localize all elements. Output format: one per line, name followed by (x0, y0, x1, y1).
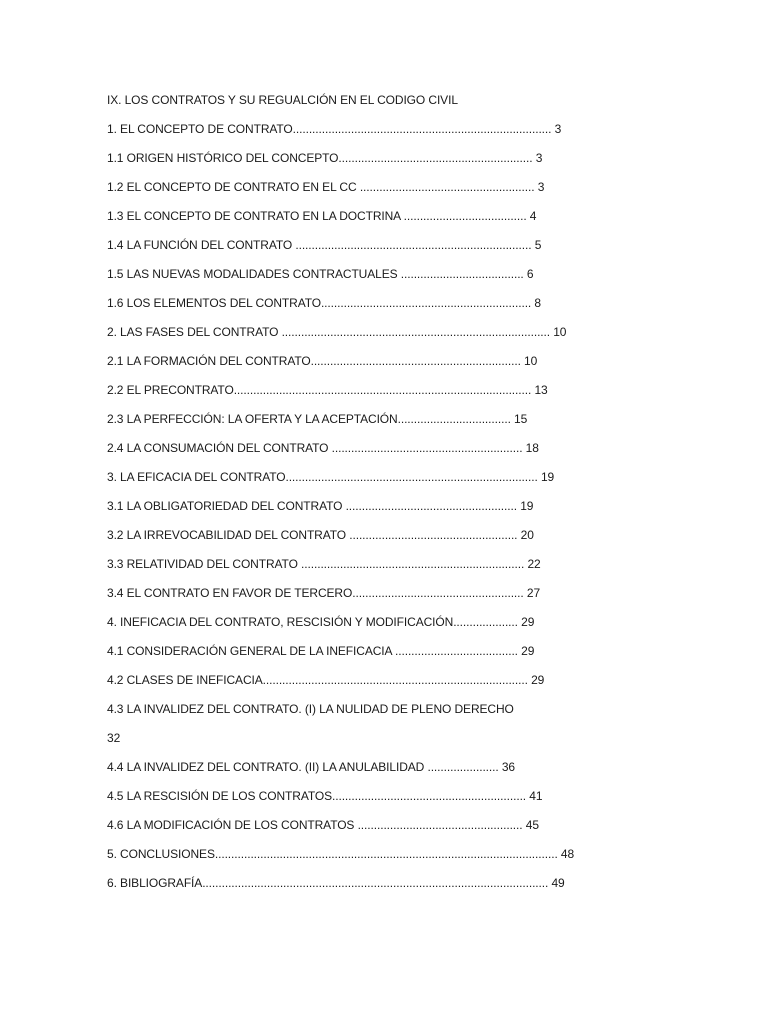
toc-entry-text: 3.4 EL CONTRATO EN FAVOR DE TERCERO (107, 586, 353, 600)
toc-entry-text: 6. BIBLIOGRAFÍA (107, 876, 203, 890)
toc-entry-page-number: 27 (526, 586, 541, 600)
toc-entry-text: 1.5 LAS NUEVAS MODALIDADES CONTRACTUALES (107, 267, 401, 281)
toc-entry-text: 1.1 ORIGEN HISTÓRICO DEL CONCEPTO (107, 151, 339, 165)
toc-entry-text: 2.1 LA FORMACIÓN DEL CONTRATO (107, 354, 311, 368)
toc-entry-leader: ...................................... (395, 644, 518, 658)
toc-entry-page-number: 48 (560, 847, 575, 861)
toc-entry (107, 788, 667, 817)
toc-entry-leader: .......................................................................................................... (214, 847, 558, 861)
toc-entry-text: 1.4 LA FUNCIÓN DEL CONTRATO (107, 238, 296, 252)
toc-entry-page-number: 5 (534, 238, 542, 252)
toc-entry (107, 556, 667, 585)
toc-entry (107, 730, 667, 759)
toc-entry-leader: .............................................................................. (285, 470, 538, 484)
toc-entry-page-number: 10 (524, 354, 538, 368)
toc-title: IX. LOS CONTRATOS Y SU REGUALCIÓN EN EL CODIGO CIVIL (107, 93, 458, 107)
toc-entry-text: 4.6 LA MODIFICACIÓN DE LOS CONTRATOS (107, 818, 358, 832)
toc-entry (107, 411, 667, 440)
toc-entry-page-number: 45 (525, 818, 539, 832)
toc-entry (107, 614, 667, 643)
toc-entry (107, 295, 667, 324)
toc-entry-text: 1.3 EL CONCEPTO DE CONTRATO EN LA DOCTRINA (107, 209, 404, 223)
toc-entry-page-number: 20 (520, 528, 534, 542)
toc-entry (107, 324, 667, 353)
toc-entry (107, 266, 667, 295)
toc-entry (107, 672, 667, 701)
toc-entry-leader: .................................................................................. (262, 673, 528, 687)
toc-entry-text: 4. INEFICACIA DEL CONTRATO, RESCISIÓN Y MODIFICACIÓN (107, 615, 454, 629)
toc-entry (107, 817, 667, 846)
toc-entry-page-number: 10 (553, 325, 567, 339)
toc-entry-text: 2.2 EL PRECONTRATO (107, 383, 234, 397)
toc-entry-page-number: 29 (521, 644, 535, 658)
toc-entry-page-number: 8 (534, 296, 541, 310)
toc-entry-page-number: 49 (551, 876, 565, 890)
toc-entry (107, 875, 667, 904)
toc-entry-page-number: 6 (526, 267, 534, 281)
toc-entry-leader: ................................................... (357, 818, 523, 832)
toc-entry-page-number: 29 (531, 673, 545, 687)
toc-entry (107, 237, 667, 266)
toc-entry-leader: ................................... (397, 412, 511, 426)
toc-entry-page-number: 15 (514, 412, 528, 426)
toc-entry-page-number: 13 (534, 383, 548, 397)
toc-entry (107, 440, 667, 469)
toc-entry-page-number: 22 (527, 557, 541, 571)
toc-entry (107, 469, 667, 498)
toc-entry-leader: ........................................................................................................... (202, 876, 549, 890)
toc-entry-page-number: 4 (529, 209, 537, 223)
toc-entry-leader: ............................................................ (332, 789, 527, 803)
toc-entry-page-number: 3 (537, 180, 545, 194)
toc-entry-leader: ............................................................ (338, 151, 533, 165)
toc-entry-text: 3.3 RELATIVIDAD DEL CONTRATO (107, 557, 302, 571)
toc-entry (107, 353, 667, 382)
toc-entry-text: 4.4 LA INVALIDEZ DEL CONTRATO. (II) LA ANULABILIDAD (107, 760, 428, 774)
toc-entry-leader: ..................................................................... (301, 557, 525, 571)
toc-entries (107, 121, 667, 904)
toc-entry-text: 4.5 LA RESCISIÓN DE LOS CONTRATOS (107, 789, 332, 803)
toc-entry-text: 3.2 LA IRREVOCABILIDAD DEL CONTRATO (107, 528, 350, 542)
toc-entry-leader: ..................................................... (345, 499, 517, 513)
toc-entry-leader: ................................................................. (320, 296, 532, 310)
table-of-contents (107, 92, 667, 904)
toc-entry-leader: .................................................... (349, 528, 518, 542)
toc-entry-text: 3.1 LA OBLIGATORIEDAD DEL CONTRATO (107, 499, 346, 513)
toc-entry-page-number: 3 (554, 122, 562, 136)
toc-entry (107, 179, 667, 208)
toc-entry-leader: ...................................... (400, 267, 524, 281)
toc-entry (107, 585, 667, 614)
toc-entry (107, 208, 667, 237)
toc-entry-leader: ......................................................................... (295, 238, 532, 252)
toc-entry-text: 3. LA EFICACIA DEL CONTRATO (107, 470, 286, 484)
toc-entry-leader: ..................................................... (352, 586, 524, 600)
toc-entry-leader: ............................................................................................ (233, 383, 532, 397)
toc-entry-leader: ................................................................................ (292, 122, 552, 136)
toc-entry-page-number: 36 (501, 760, 516, 774)
toc-entry-leader: ...................................... (403, 209, 527, 223)
toc-entry-leader: ................................................................. (310, 354, 521, 368)
toc-entry-leader: ........................................................... (331, 441, 523, 455)
toc-entry-text: 5. CONCLUSIONES (107, 847, 215, 861)
toc-entry-page-number: 3 (535, 151, 543, 165)
toc-entry-leader: ...................... (427, 760, 499, 774)
toc-entry-text: 2. LAS FASES DEL CONTRATO (107, 325, 282, 339)
toc-entry-text: 2.3 LA PERFECCIÓN: LA OFERTA Y LA ACEPTACIÓN (107, 412, 398, 426)
toc-entry (107, 121, 667, 150)
toc-entry-page-number: 18 (525, 441, 539, 455)
toc-entry-text: 1. EL CONCEPTO DE CONTRATO (107, 122, 293, 136)
toc-entry (107, 643, 667, 672)
toc-entry (107, 846, 667, 875)
toc-entry-page-number: 19 (520, 499, 534, 513)
toc-entry-text: 2.4 LA CONSUMACIÓN DEL CONTRATO (107, 441, 332, 455)
toc-entry (107, 759, 667, 788)
toc-entry-page-number: 19 (540, 470, 555, 484)
toc-entry-page-number: 29 (521, 615, 535, 629)
toc-entry (107, 701, 667, 730)
toc-entry (107, 150, 667, 179)
toc-entry (107, 382, 667, 411)
toc-entry-text: 1.2 EL CONCEPTO DE CONTRATO EN EL CC (107, 180, 360, 194)
toc-entry-text: 1.6 LOS ELEMENTOS DEL CONTRATO (107, 296, 321, 310)
toc-entry-text: 4.3 LA INVALIDEZ DEL CONTRATO. (I) LA NULIDAD DE PLENO DERECHO (107, 702, 514, 716)
toc-entry (107, 498, 667, 527)
toc-entry-text: 4.1 CONSIDERACIÓN GENERAL DE LA INEFICACIA (107, 644, 396, 658)
toc-entry-leader: .................... (453, 615, 518, 629)
toc-entry-leader: ................................................................................... (281, 325, 550, 339)
toc-entry-page-number: 41 (529, 789, 543, 803)
toc-entry-leader: ...................................................... (359, 180, 535, 194)
toc-entry-text: 4.2 CLASES DE INEFICACIA (107, 673, 263, 687)
toc-entry-text: 32 (107, 731, 121, 745)
toc-entry (107, 527, 667, 556)
